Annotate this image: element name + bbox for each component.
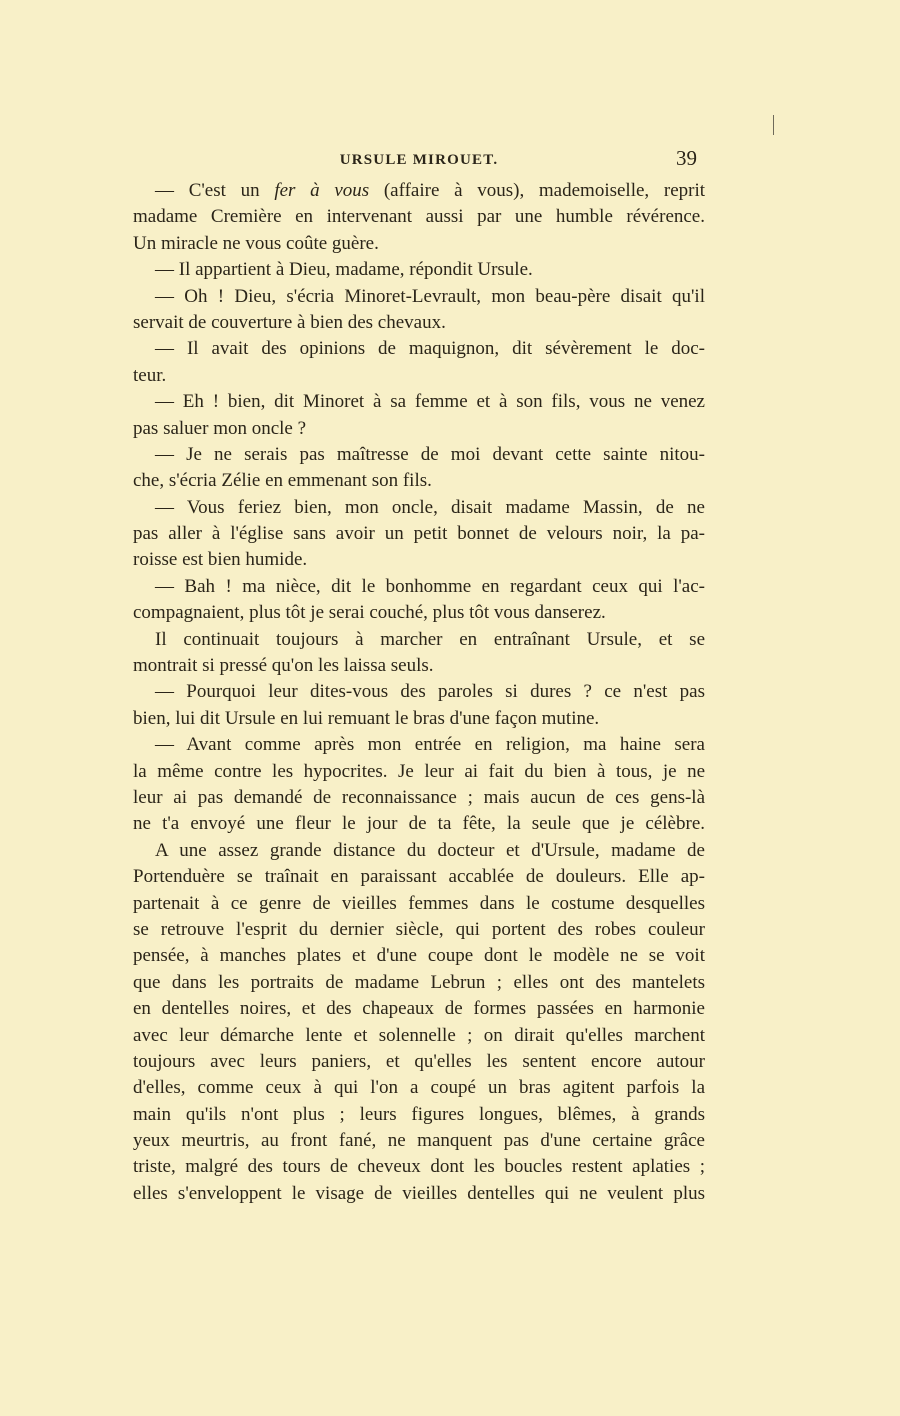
page-number: 39 [676,146,697,170]
text-segment: (affaire à vous), mademoiselle, reprit [369,180,706,201]
text-line: main qu'ils n'ont plus ; leurs figures longues, blêmes, à grands [133,1103,705,1125]
text-line: bien, lui dit Ursule en lui remuant le bras d'une façon mutine. [133,707,600,729]
body-text [133,178,705,1207]
text-line: yeux meurtris, au front fané, ne manquent pas d'une certaine grâce [133,1130,705,1152]
text-line: — Vous feriez bien, mon oncle, disait madame Massin, de ne [155,496,705,518]
text-line: la même contre les hypocrites. Je leur ai fait du bien à tous, je ne [133,760,705,782]
text-line: — Il avait des opinions de maquignon, dit sévèrement le doc- [155,338,705,360]
text-line: leur ai pas demandé de reconnaissance ; mais aucun de ces gens-là [133,786,705,808]
text-line: en dentelles noires, et des chapeaux de formes passées en harmonie [133,998,705,1020]
text-line: ne t'a envoyé une fleur le jour de ta fête, la seule que je célèbre. [133,813,705,835]
text-line: pas aller à l'église sans avoir un petit bonnet de velours noir, la pa- [133,523,705,545]
text-line: — Oh ! Dieu, s'écria Minoret-Levrault, mon beau-père disait qu'il [155,285,705,307]
text-line: que dans les portraits de madame Lebrun ; elles ont des mantelets [133,971,705,993]
text-line: partenait à ce genre de vieilles femmes dans le costume desquelles [133,892,705,914]
running-title: URSULE MIROUET. [339,152,499,168]
text-line: che, s'écria Zélie en emmenant son fils. [133,470,432,492]
text-line: — Je ne serais pas maîtresse de moi devant cette sainte nitou- [155,443,705,465]
text-line: elles s'enveloppent le visage de vieilles dentelles qui ne veulent plus [133,1182,705,1204]
text-line: pas saluer mon oncle ? [133,417,307,439]
text-line: teur. [133,364,167,386]
text-line: servait de couverture à bien des chevaux. [133,311,446,333]
text-line [133,178,705,204]
margin-mark [773,115,774,135]
text-segment: — C'est un [155,180,275,201]
text-line: pensée, à manches plates et d'une coupe dont le modèle ne se voit [133,945,705,967]
text-line: roisse est bien humide. [133,549,308,571]
text-line: madame Cremière en intervenant aussi par une humble révérence. [133,206,705,228]
text-line: A une assez grande distance du docteur et d'Ursule, madame de [155,839,705,861]
text-line: Il continuait toujours à marcher en entraînant Ursule, et se [155,628,705,650]
text-line: — Avant comme après mon entrée en religion, ma haine sera [155,734,705,756]
text-line: triste, malgré des tours de cheveux dont les boucles restent aplaties ; [133,1156,705,1178]
text-line: — Il appartient à Dieu, madame, répondit Ursule. [155,259,533,281]
italic-phrase: fer à vous [274,180,370,201]
text-line: — Eh ! bien, dit Minoret à sa femme et à son fils, vous ne venez [155,391,705,413]
text-line: compagnaient, plus tôt je serai couché, plus tôt vous danserez. [133,602,606,624]
text-line: Portenduère se traînait en paraissant accablée de douleurs. Elle ap- [133,866,705,888]
text-line: Un miracle ne vous coûte guère. [133,232,379,254]
text-line: montrait si pressé qu'on les laissa seuls. [133,655,434,677]
text-line: toujours avec leurs paniers, et qu'elles les sentent encore autour [133,1050,705,1072]
text-line: avec leur démarche lente et solennelle ; on dirait qu'elles marchent [133,1024,705,1046]
text-line: — Pourquoi leur dites-vous des paroles si dures ? ce n'est pas [155,681,705,703]
text-line: d'elles, comme ceux à qui l'on a coupé un bras agitent parfois la [133,1077,705,1099]
text-line: — Bah ! ma nièce, dit le bonhomme en regardant ceux qui l'ac- [155,575,705,597]
text-line: se retrouve l'esprit du dernier siècle, qui portent des robes couleur [133,918,705,940]
running-head [133,148,705,172]
